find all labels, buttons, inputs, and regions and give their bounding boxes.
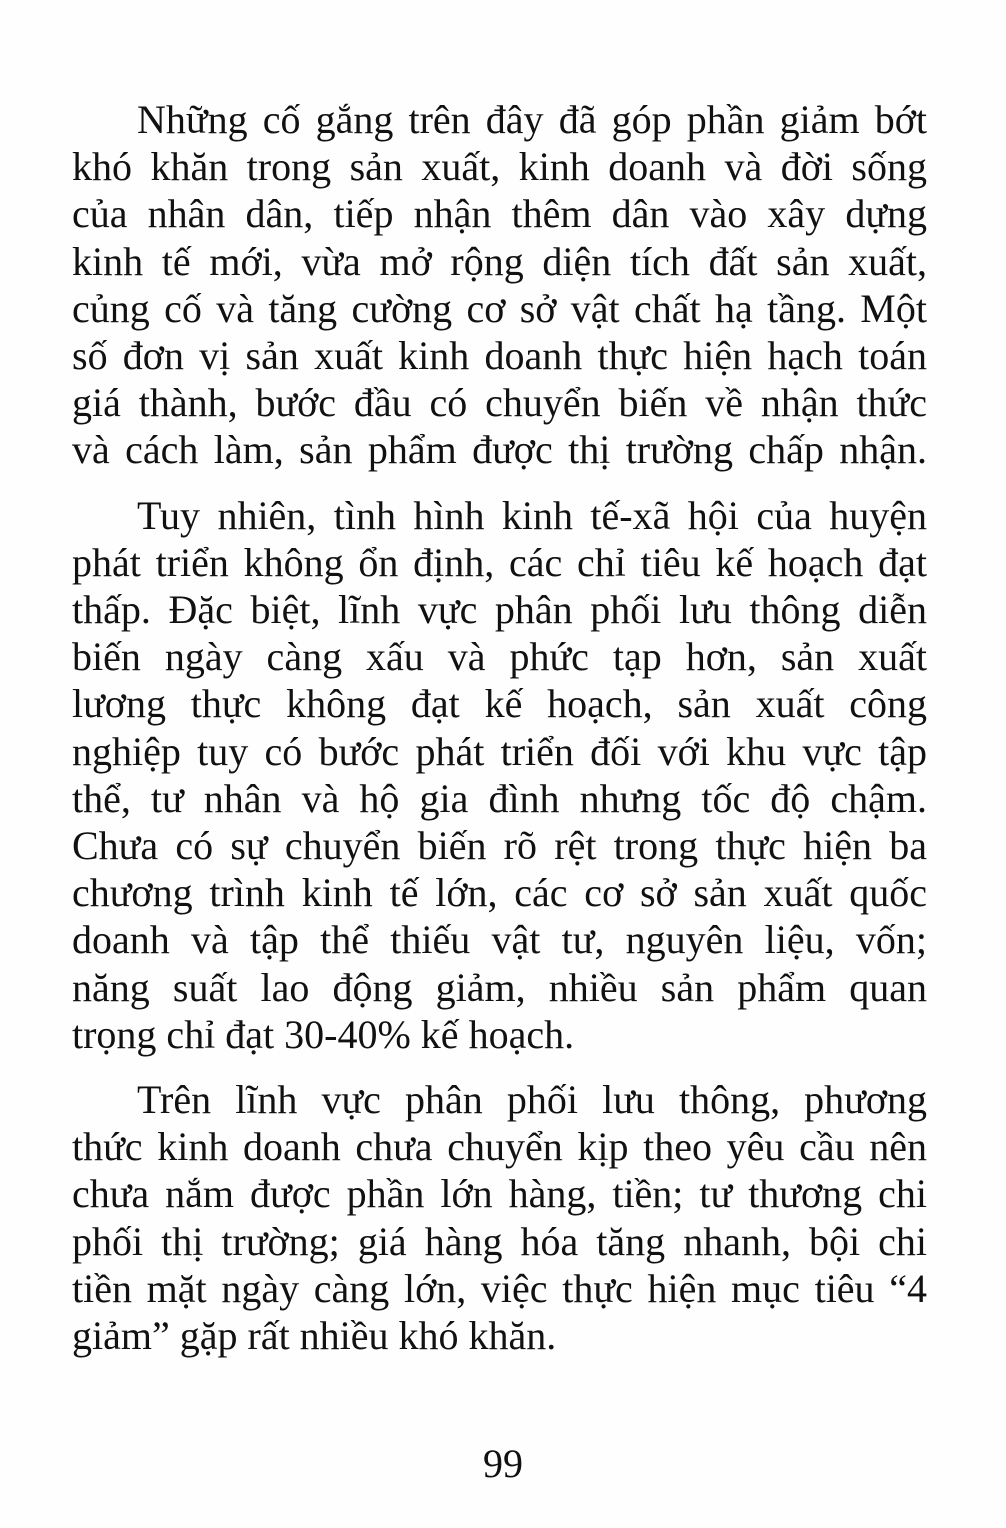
text-line: chương trình kinh tế lớn, các cơ sở sản xuất quốc [72,870,927,916]
page-number: 99 [483,1441,523,1486]
text-line: số đơn vị sản xuất kinh doanh thực hiện hạch toán [72,333,927,379]
text-line: năng suất lao động giảm, nhiều sản phẩm quan [72,964,927,1010]
text-line: doanh và tập thể thiếu vật tư, nguyên liệu, vốn; [72,917,927,963]
paragraph-1 [72,96,927,474]
text-line: và cách làm, sản phẩm được thị trường chấp nhận. [72,427,927,473]
text-line: trọng chỉ đạt 30-40% kế hoạch. [72,1011,575,1057]
text-line: giá thành, bước đầu có chuyển biến về nhận thức [72,380,927,426]
text-line: kinh tế mới, vừa mở rộng diện tích đất sản xuất, [72,238,927,284]
text-line: nghiệp tuy có bước phát triển đối với khu vực tập [72,728,927,774]
paragraph-2 [72,492,927,1058]
paragraph-gap [72,1058,927,1076]
text-line: biến ngày càng xấu và phức tạp hơn, sản xuất [72,634,927,680]
text-line: Chưa có sự chuyển biến rõ rệt trong thực hiện ba [72,823,927,869]
text-line: lương thực không đạt kế hoạch, sản xuất công [72,681,927,727]
text-line: phối thị trường; giá hàng hóa tăng nhanh, bội chi [72,1218,927,1264]
text-line: củng cố và tăng cường cơ sở vật chất hạ tầng. Một [72,285,927,331]
text-line: Những cố gắng trên đây đã góp phần giảm bớt [137,97,927,142]
text-line: khó khăn trong sản xuất, kinh doanh và đời sống [72,144,927,190]
text-line: Trên lĩnh vực phân phối lưu thông, phương [137,1077,927,1123]
text-line: tiền mặt ngày càng lớn, việc thực hiện mục tiêu “4 [72,1265,927,1311]
text-line: Tuy nhiên, tình hình kinh tế-xã hội của huyện [137,492,927,538]
text-line: giảm” gặp rất nhiều khó khăn. [72,1313,557,1359]
text-line: thức kinh doanh chưa chuyển kịp theo yêu cầu nên [72,1124,927,1170]
text-line: thấp. Đặc biệt, lĩnh vực phân phối lưu thông diễn [72,587,927,633]
paragraph-3 [72,1076,927,1359]
text-line: phát triển không ổn định, các chỉ tiêu kế hoạch đạt [72,539,927,585]
text-line: của nhân dân, tiếp nhận thêm dân vào xây dựng [72,191,927,237]
body-text [72,96,927,1359]
text-line: chưa nắm được phần lớn hàng, tiền; tư thương chi [72,1171,927,1217]
text-line: thể, tư nhân và hộ gia đình nhưng tốc độ chậm. [72,775,927,821]
paragraph-gap [72,474,927,492]
